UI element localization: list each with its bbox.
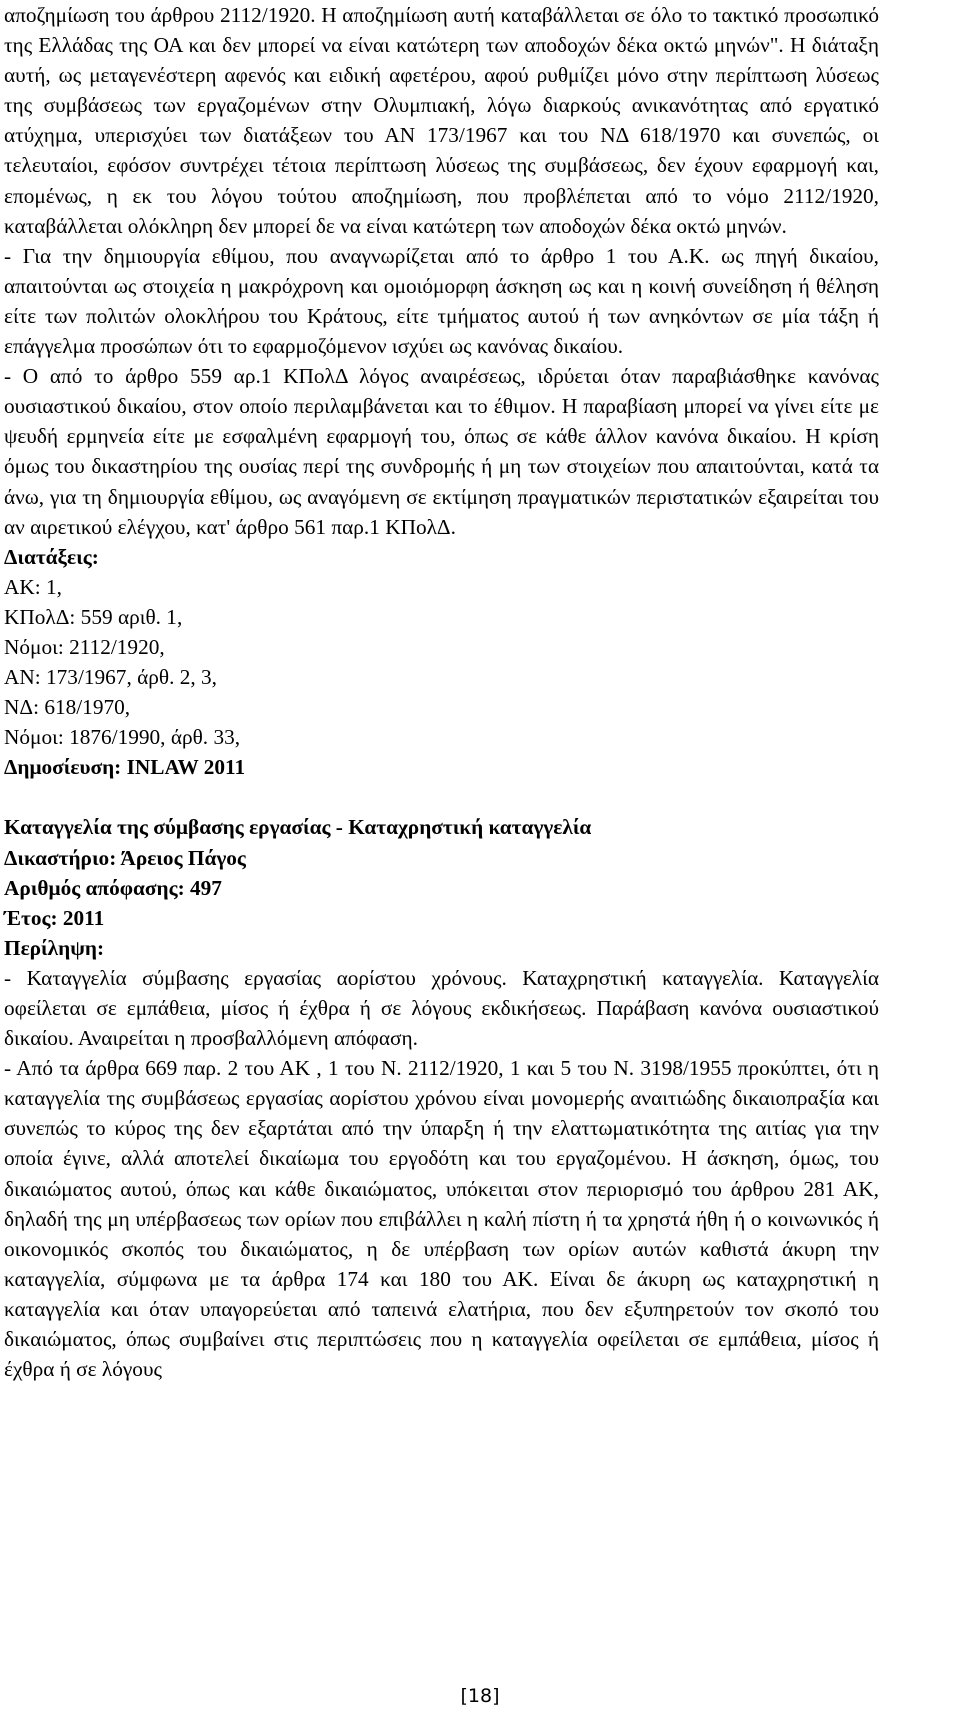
summary-heading: Περίληψη:	[4, 935, 105, 960]
section-title: Καταγγελία της σύμβασης εργασίας - Καταχρηστική καταγγελία	[4, 815, 592, 840]
court-line: Δικαστήριο: Άρειος Πάγος	[4, 845, 246, 870]
publication-line: Δημοσίευση: INLAW 2011	[4, 755, 246, 780]
provisions-heading: Διατάξεις:	[4, 544, 99, 569]
paragraph: - Ο από το άρθρο 559 αρ.1 ΚΠολΔ λόγος αναιρέσεως, ιδρύεται όταν παραβιάσθηκε κανόνας ουσιαστικού δικαίου, στον οποίο περιλαμβάνεται και το έθιμον. Η παραβίαση μπορεί να γίνει είτε με ψευδή ερμηνεία είτε με εσφαλμένη εφαρμογή του, όπως σε κάθε άλλον κανόνα δικαίου. Η κρίση όμως του δικαστηρίου της ουσίας περί της συνδρομής ή μη των στοιχείων που απαιτούνται, κατά τα άνω, για τη δημιουργία εθίμου, ως αναγόμενη σε εκτίμηση πραγματικών περιστατικών εξαιρείται του αν αιρετικού ελέγχου, κατ' άρθρο 561 παρ.1 ΚΠολΔ.	[4, 364, 879, 539]
paragraph: - Από τα άρθρα 669 παρ. 2 του ΑΚ , 1 του Ν. 2112/1920, 1 και 5 του Ν. 3198/1955 προκύπτει, ότι η καταγγελία της συμβάσεως εργασίας αορίστου χρόνου είναι μονομερής αναιτιώδης δικαιοπραξία και συνεπώς το κύρος της δεν εξαρτάται από την ύπαρξη ή την ελαττωματικότητα της αιτίας για την οποία έγινε, αλλά αποτελεί δικαίωμα του εργοδότη και του εργαζομένου. Η άσκηση, όμως, του δικαιώματος αυτού, όπως και κάθε δικαιώματος, υπόκειται στον περιορισμό του άρθρου 281 ΑΚ, δηλαδή της μη υπέρβασεως των ορίων που επιβάλλει η καλή πίστη ή τα χρηστά ήθη ή ο κοινωνικός ή οικονομικός σκοπός του δικαιώματος, η δε υπέρβαση των ορίων αυτών καθιστά άκυρη την καταγγελία, σύμφωνα με τα άρθρα 174 και 180 του ΑΚ. Είναι δε άκυρη ως καταχρηστική η καταγγελία και όταν υπαγορεύεται από ταπεινά ελατήρια, που δεν εξυπηρετούν τον σκοπό του δικαιώματος, όπως συμβαίνει στις περιπτώσεις που η καταγγελία οφείλεται σε εμπάθεια, μίσος ή έχθρα ή σε λόγους	[4, 1056, 879, 1382]
page-number: [18]	[460, 1685, 500, 1707]
paragraph: - Για την δημιουργία εθίμου, που αναγνωρίζεται από το άρθρο 1 του Α.Κ. ως πηγή δικαίου, απαιτούνται ως στοιχεία η μακρόχρονη και ομοιόμορφη άσκηση ως και η κοινή συνείδηση ή θέληση είτε των πολιτών ολοκλήρου του Κράτους, είτε τμήματος αυτού ή των ανηκόντων σε μία τάξη ή επάγγελμα προσώπων ότι το εφαρμοζόμενον ισχύει ως κανόνας δικαίου.	[4, 243, 879, 359]
paragraph: αποζημίωση του άρθρου 2112/1920. Η αποζημίωση αυτή καταβάλλεται σε όλο το τακτικό προσωπικό της Ελλάδας της ΟΑ και δεν μπορεί να είναι κατώτερη των αποδοχών δέκα οκτώ μηνών". Η διάταξη αυτή, ως μεταγενέστερη αφενός και ειδική αφετέρου, αφού ρυθμίζει μόνο στην περίπτωση λύσεως της συμβάσεως των εργαζομένων στην Ολυμπιακή, λόγω διαρκούς ανικανότητας από εργατικό ατύχημα, υπερισχύει των διατάξεων του ΑΝ 173/1967 και του ΝΔ 618/1970 και συνεπώς, οι τελευταίοι, εφόσον συντρέχει τέτοια περίπτωση λύσεως της συμβάσεως, δεν έχουν εφαρμογή και, επομένως, η εκ του λόγου τούτου αποζημίωση, που προβλέπεται από το νόμο 2112/1920, καταβάλλεται ολόκληρη δεν μπορεί δε να είναι κατώτερη των αποδοχών δέκα οκτώ μηνών.	[4, 3, 879, 238]
section-spacer	[4, 782, 879, 812]
provision-item: ΑΝ: 173/1967, άρθ. 2, 3,	[4, 665, 218, 690]
paragraph: - Καταγγελία σύμβασης εργασίας αορίστου χρόνους. Καταχρηστική καταγγελία. Καταγγελία οφείλεται σε εμπάθεια, μίσος ή έχθρα ή σε λόγους εκδικήσεως. Παράβαση κανόνα ουσιαστικού δικαίου. Αναιρείται η προσβαλλόμενη απόφαση.	[4, 965, 879, 1051]
year-line: Έτος: 2011	[4, 905, 105, 930]
decision-number-line: Αριθμός απόφασης: 497	[4, 875, 222, 900]
provision-item: Νόμοι: 1876/1990, άρθ. 33,	[4, 725, 241, 750]
document-page	[4, 0, 879, 1384]
provision-item: ΑΚ: 1,	[4, 574, 62, 599]
provision-item: Νόμοι: 2112/1920,	[4, 634, 165, 659]
provision-item: ΝΔ: 618/1970,	[4, 695, 131, 720]
provision-item: ΚΠολΔ: 559 αριθ. 1,	[4, 604, 183, 629]
